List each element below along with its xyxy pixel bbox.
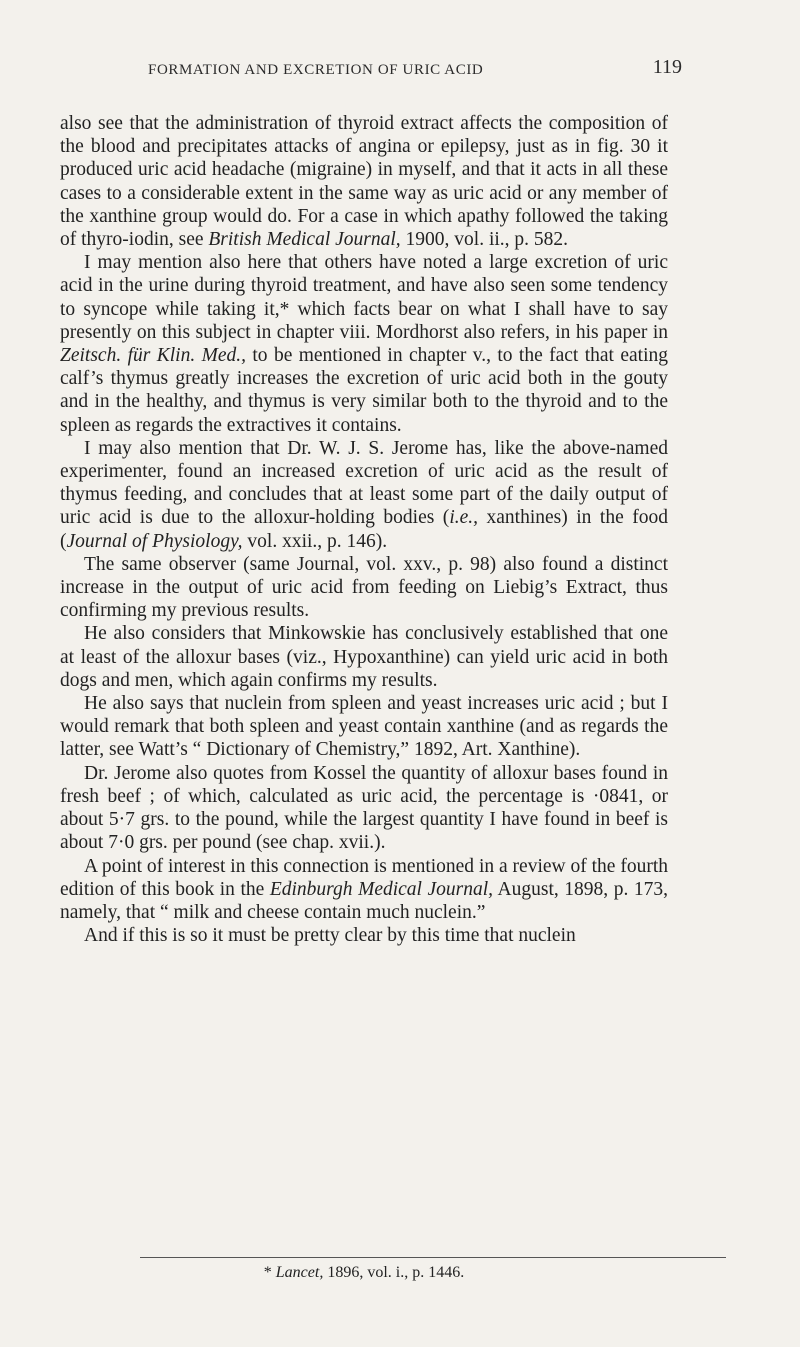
running-head: FORMATION AND EXCRETION OF URIC ACID	[148, 62, 484, 78]
paragraph-7: Dr. Jerome also quotes from Kossel the quantity of alloxur bases found in fresh beef ; of which, calculated as uric acid, the percentage is ·0841, or about 5·7 grs. to the pound, while the largest quantity I have found in beef is about 7·0 grs. per pound (see chap. xvii.).	[60, 762, 668, 854]
paragraph-3: I may also mention that Dr. W. J. S. Jerome has, like the above-named experimenter, found an increased excretion of uric acid as the result of thymus feeding, and concludes that at least some part of the daily output of uric acid is due to the alloxur-holding bodies (i.e., xanthines) in the food (Journal of Physiology, vol. xxii., p. 146).	[60, 437, 668, 552]
journal-title: Zeitsch. für Klin. Med.,	[60, 345, 246, 367]
footnote-citation: 1896, vol. i., p. 1446.	[323, 1264, 465, 1281]
journal-title: British Medical Journal,	[208, 229, 401, 251]
footnote-rule	[140, 1257, 726, 1258]
footnote	[60, 1264, 668, 1282]
paragraph-8: A point of interest in this connection is mentioned in a review of the fourth edition of this book in the Edinburgh Medical Journal, August, 1898, p. 173, namely, that “ milk and cheese contain much nuclein.”	[60, 855, 669, 923]
footnote-marker: *	[263, 1264, 276, 1281]
abbreviation: i.e.,	[449, 507, 479, 529]
paragraph-2: I may mention also here that others have noted a large excretion of uric acid in the urine during thyroid treatment, and have also seen some tendency to syncope while taking it,* which facts bear on what I shall have to say presently on this subject in chapter viii. Mordhorst also refers, in his paper in Zeitsch. für Klin. Med., to be mentioned in chapter v., to the fact that eating calf’s thymus greatly increases the excretion of uric acid both in the gouty and in the healthy, and thymus is very similar both to the thyroid and to the spleen as regards the extractives it contains.	[60, 252, 669, 436]
page-number: 119	[652, 56, 682, 78]
body-text	[60, 112, 668, 947]
paragraph-4: The same observer (same Journal, vol. xxv., p. 98) also found a distinct increase in the output of uric acid from feeding on Liebig’s Extract, thus confirming my previous results.	[60, 553, 668, 622]
journal-title: Edinburgh Medical Journal,	[269, 878, 494, 900]
paragraph-9: And if this is so it must be pretty clear by this time that nuclein	[84, 925, 576, 947]
paragraph-6: He also says that nuclein from spleen and yeast increases uric acid ; but I would remark that both spleen and yeast contain xanthine (and as regards the latter, see Watt’s “ Dictionary of Chemistry,” 1892, Art. Xanthine).	[60, 693, 668, 761]
journal-title: Journal of Physiology,	[66, 530, 243, 552]
footnote-journal: Lancet,	[275, 1264, 324, 1281]
paragraph-1: also see that the administration of thyroid extract affects the composition of the blood and precipitates attacks of angina or epilepsy, just as in fig. 30 it produced uric acid headache (migraine) in myself, and that it acts in all these cases to a considerable extent in the same way as uric acid or any member of the xanthine group would do. For a case in which apathy followed the taking of thyro-iodin, see British Medical Journal, 1900, vol. ii., p. 582.	[60, 113, 668, 251]
paragraph-5: He also considers that Minkowskie has conclusively established that one at least of the alloxur bases (viz., Hypoxanthine) can yield uric acid in both dogs and men, which again confirms my results.	[60, 623, 668, 691]
